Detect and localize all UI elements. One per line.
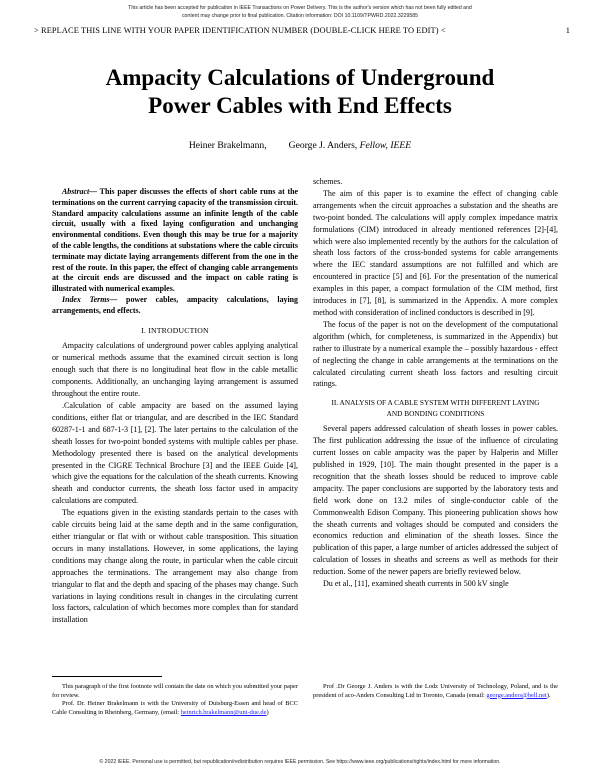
author-anders-title: Fellow, IEEE <box>359 140 412 151</box>
intro-paragraph-3: The equations given in the existing standards pertain to the cases with cable circuits being laid at the same depth and in the same configuration, either triangular or flat with or without cable transposition. This situation occurs in many installations. However, in some applications, the laying conditions may change along the route, in particular when the cable circuit approaches the terminations. The arrangement may also change from triangular to flat and the depth and spacing of the phases may change. Such variations in laying conditions result in changes in the circulating current loss factors, calculation of which becomes more complex than for standard installation <box>52 508 298 625</box>
author-brakelmann: Heiner Brakelmann, <box>188 140 267 151</box>
footnote-anders-end: ). <box>546 691 551 699</box>
page-number: 1 <box>565 26 570 35</box>
footnote-anders-text: Prof .Dr George J. Anders is with the Lodz University of Technology, Poland, and is the president of aco-Anders Consulting Ltd in Toronto, Canada (email: <box>313 683 558 699</box>
index-terms-label: Index Terms— <box>62 294 118 304</box>
footnote-brakelmann-end: ) <box>266 708 269 716</box>
running-header <box>34 26 574 35</box>
analysis-paragraph-1: Several papers addressed calculation of sheath losses in power cables. The first publication addressing the issue of the influence of circulating current losses on cable ampacity was the paper by Halperin and Miller published in 1929, [10]. The main thought presented in the paper is a recognition that the sheath losses should be reduced to improve cable ampacity. The paper conclusions are supported by the laboratory tests and field work done on 13.2 miles of single-conductor cable of the Commonwealth Edison Company. This pioneering publication shows how the sheath currents and voltages should be computed and considers the economics reduction and elimination of the sheath losses. Since the publication of this paper, a large number of articles addressed the subject of calculation of losses in sheaths and screens as well as methods for their reduction. Some of the newer papers are briefly reviewed below. <box>313 424 558 577</box>
index-terms <box>52 295 298 317</box>
footnote-brakelmann <box>52 700 298 717</box>
paper-title <box>0 64 600 120</box>
footnote-anders <box>313 683 558 700</box>
email-link-anders[interactable]: george.anders@bell.net <box>486 691 547 699</box>
abstract-text: This paper discusses the effects of short cable runs at the terminations on the current carrying capacity of the transmission circuit. Standard ampacity calculations assume an infinite length of the cable circuit, usually with a fixed laying configuration and unchanging environmental conditions. Even though this may be true for a majority of the cable lengths, the conditions at substations where the cable circuits terminate may dictate laying arrangements different from the one in the rest of the route. In this paper, the effect of changing cable arrangements at the circuit ends are discussed and the impact on cable rating is illustrated with numerical examples. <box>52 187 298 294</box>
section-heading-analysis-line1: II. ANALYSIS OF A CABLE SYSTEM WITH DIFFERENT LAYING <box>331 398 540 408</box>
abstract <box>52 187 298 295</box>
title-line1: Ampacity Calculations of Underground <box>105 65 495 90</box>
analysis-paragraph-2: Du et al., [11], examined sheath currents in 500 kV single <box>323 579 509 589</box>
intro-continuation: schemes. <box>313 177 343 186</box>
footnote-brakelmann-text: Prof. Dr. Heiner Brakelmann is with the University of Duisburg-Essen and head of BCC Cable Consulting in Rheinberg, Germany, (email: <box>52 700 298 716</box>
publication-notice-line2: content may change prior to final publication. Citation information: DOI 10.1109/TPWRD.2022.3229585 <box>181 13 419 19</box>
footnote-right <box>313 683 558 700</box>
intro-paragraph-4: The aim of this paper is to examine the effect of changing cable arrangements when the circuit approaches a substation and the sheaths are two-point bonded. The calculations will apply complex impedance matrix formulations (CIM) introduced in already mentioned references [2]-[4], which were also implemented recently by the authors for the calculation of sheath loss factors of the cross-bonded systems for cable arrangements where the IEC standard assumptions are not fulfilled and which are encountered in practice [5] and [6]. For the presentation of the numerical examples in this paper, a compact formulation of the CIM method, first introduces in [7], [8], is summarized in the Appendix. A more complex method with consideration of inclined conductors is described in [9]. <box>313 188 558 317</box>
section-heading-analysis-line2: AND BONDING CONDITIONS <box>386 408 485 418</box>
section-heading-introduction: I. INTRODUCTION <box>141 325 209 335</box>
paper-id-placeholder: > REPLACE THIS LINE WITH YOUR PAPER IDENTIFICATION NUMBER (DOUBLE-CLICK HERE TO EDIT) < <box>34 26 446 35</box>
footnote-left <box>52 683 298 717</box>
title-line2: Power Cables with End Effects <box>148 93 452 118</box>
author-list <box>0 140 600 151</box>
intro-paragraph-2: .Calculation of cable ampacity are based on the assumed laying conditions, either flat or triangular, and are described in the IEC Standard 60287-1-1 and 687-1-3 [1], [2]. The later pertains to the calculation of the sheath losses for two-point bonded systems with multiple cables per phase. Methodology presented there is based on the analytical developments presented in the CIGRE Technical Brochure [3] and the IEEE Guide [4], which give the equations for the calculation of the sheath currents. Knowing sheath and conductor currents, the sheath loss factor used in ampacity calculations are computed. <box>52 401 298 506</box>
publication-notice <box>0 4 600 20</box>
section-heading-analysis <box>313 398 558 419</box>
intro-paragraph-5: The focus of the paper is not on the development of the computational algorithm (which, for completeness, is summarized in the Appendix) but rather to illustrate by a numerical example the – possibly hazardous - effect of neglecting the change in cable arrangements at the terminations on the calculated circulating current sheath loss factors and resulting circuit ratings. <box>313 319 558 389</box>
intro-paragraph-1: Ampacity calculations of underground power cables applying analytical or numerical methods assume that the examined circuit section is long enough such that there is no longitudinal heat flow in the cable metallic components. Additionally, an unchanging laying arrangement is assumed throughout the entire route. <box>52 341 298 399</box>
publication-notice-line1: This article has been accepted for publication in IEEE Transactions on Power Delivery. This is the author's version which has not been fully edited and <box>128 5 472 11</box>
footnote-submission-date: This paragraph of the first footnote will contain the date on which you submitted your paper for review. <box>52 683 298 699</box>
author-anders: George J. Anders, <box>288 140 358 151</box>
abstract-label: Abstract— <box>62 187 98 196</box>
left-column <box>52 187 298 626</box>
footnote-divider <box>52 676 162 677</box>
right-column <box>313 176 558 590</box>
index-terms-text: power cables, ampacity calculations, laying arrangements, end effects. <box>52 294 298 315</box>
email-link-brakelmann[interactable]: heinrich.brakelmann@uni-due.de <box>180 708 267 716</box>
copyright-notice: © 2022 IEEE. Personal use is permitted, but republication/redistribution requires IEEE permission. See https://www.ieee.org/publications/rights/index.html for more information. <box>99 759 501 765</box>
